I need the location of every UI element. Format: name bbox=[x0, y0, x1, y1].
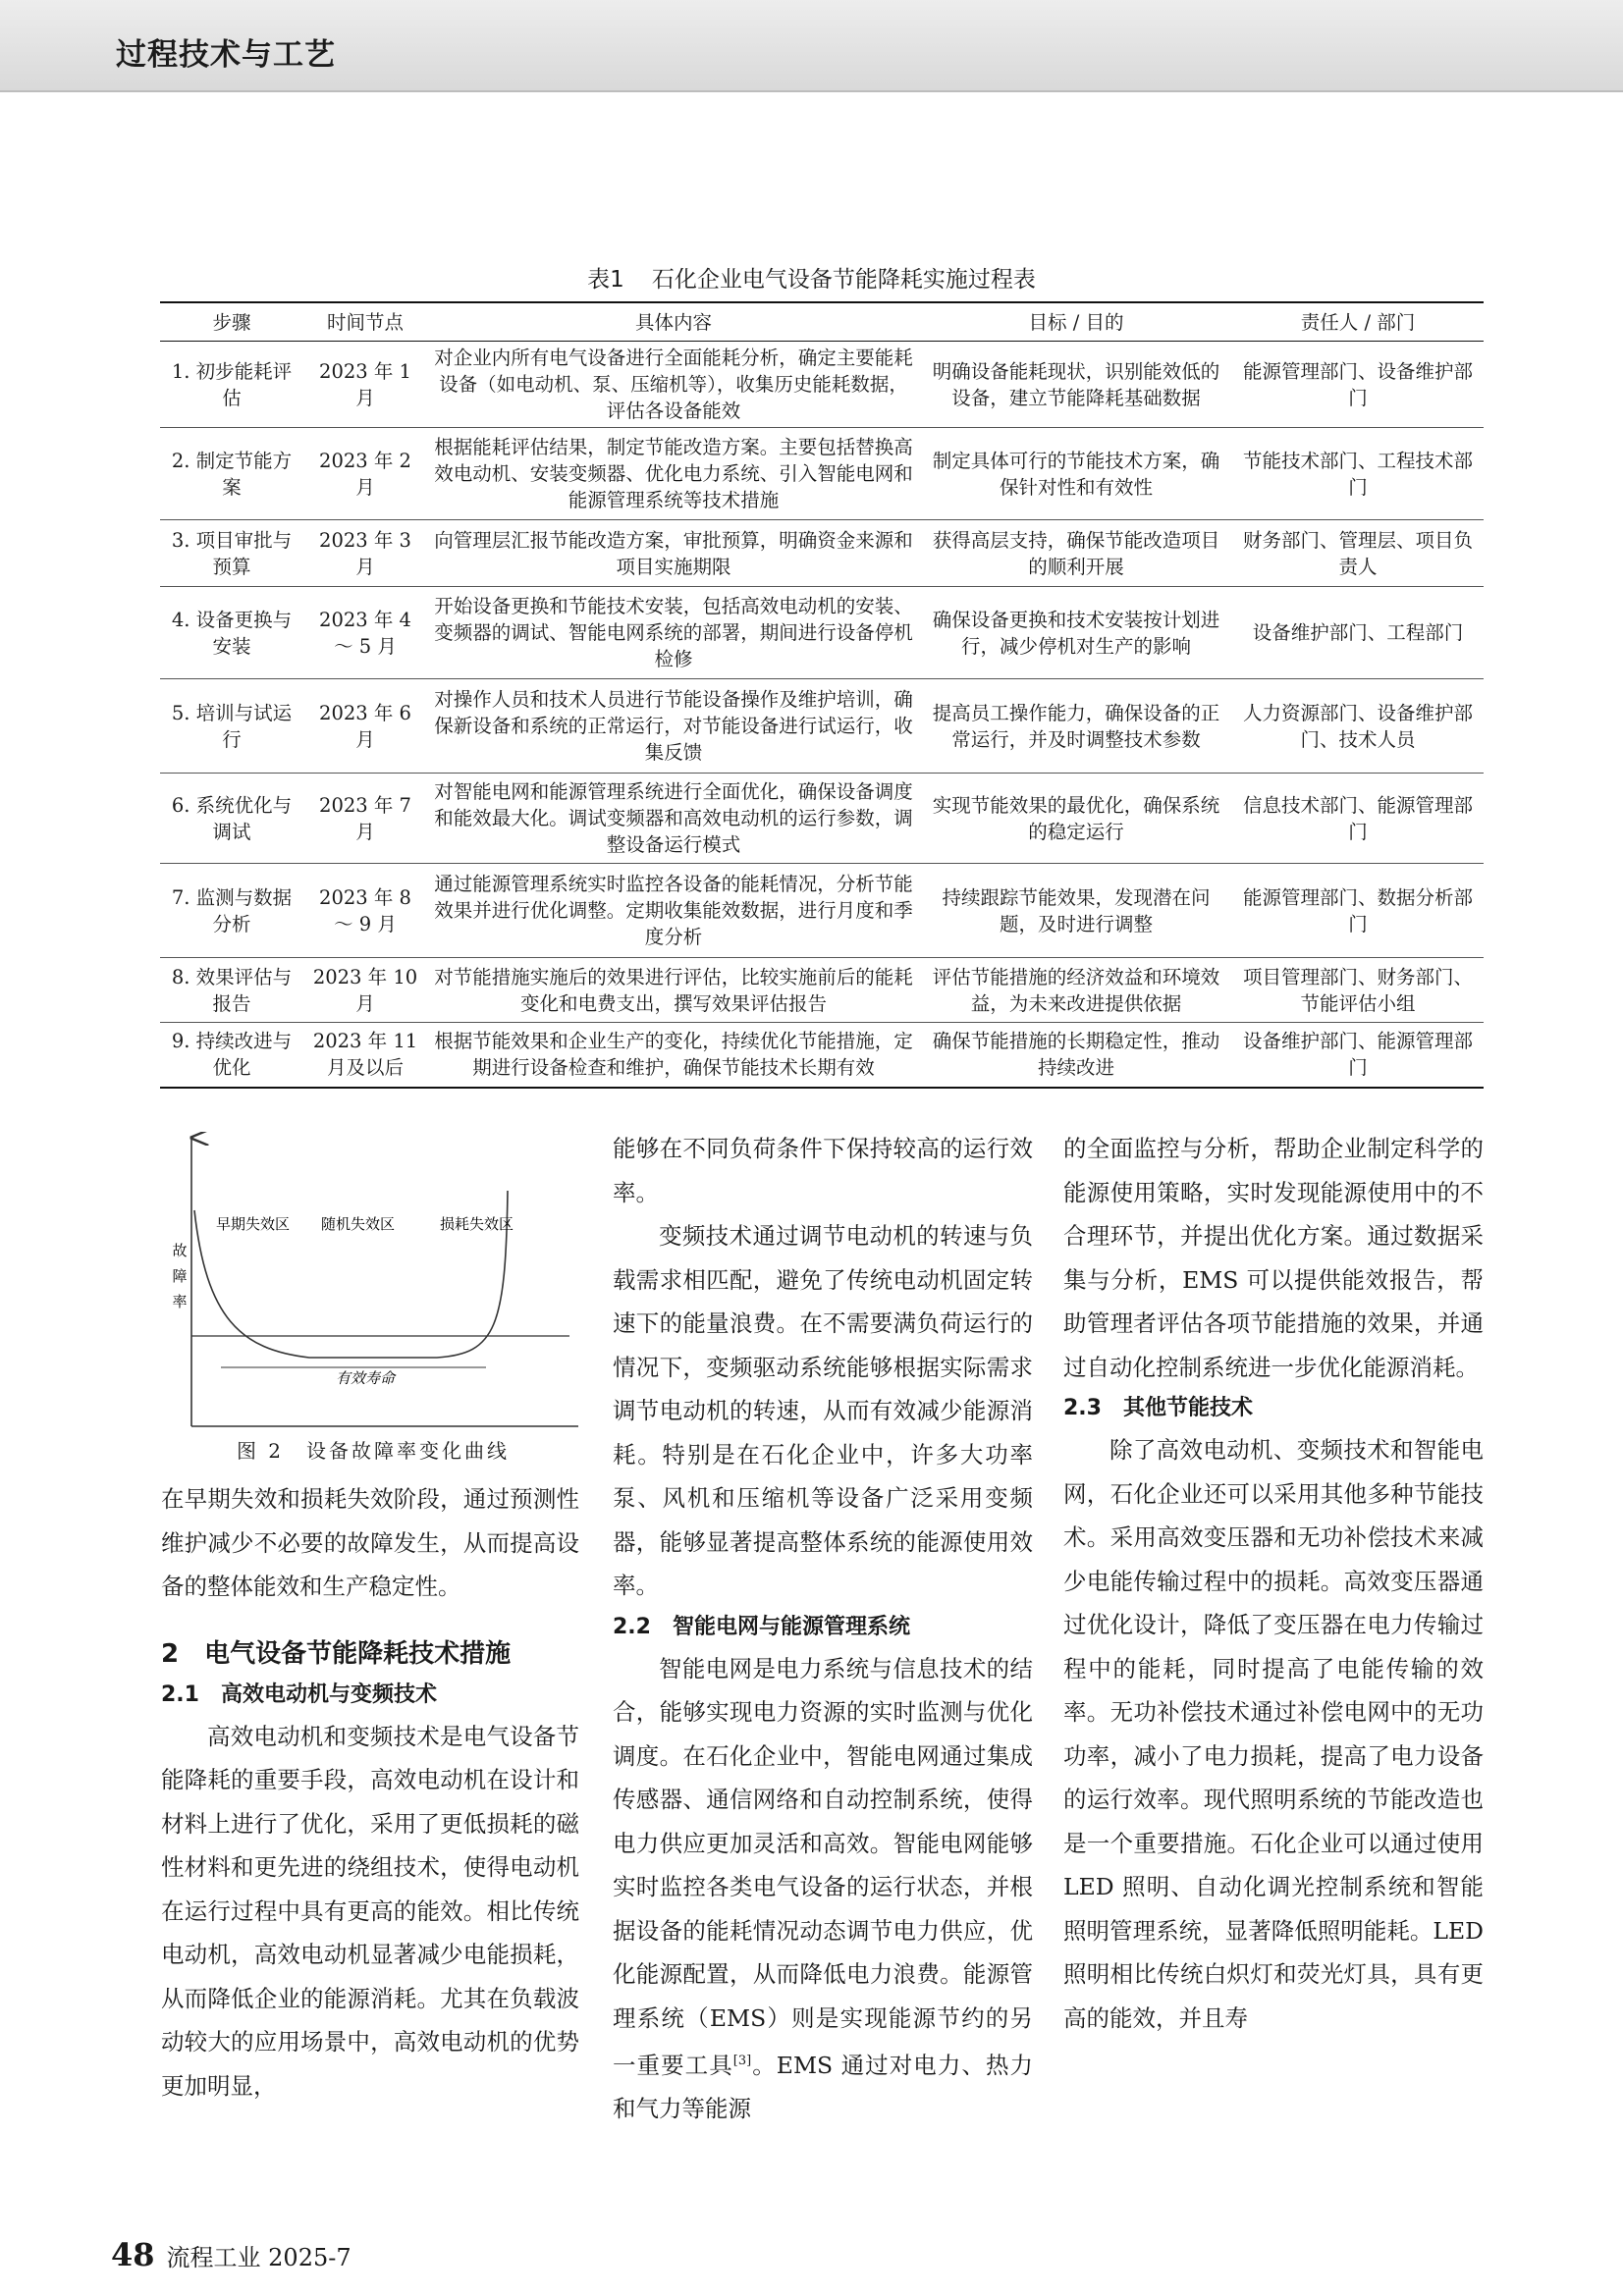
table-row bbox=[160, 1023, 1484, 1088]
cell-time: 2023 年 3 月 bbox=[303, 520, 427, 587]
paragraph: 能够在不同负荷条件下保持较高的运行效率。 bbox=[613, 1135, 1033, 1206]
cell-goal: 评估节能措施的经济效益和环境效益，为未来改进提供依据 bbox=[920, 958, 1232, 1023]
cell-content: 对操作人员和技术人员进行节能设备操作及维护培训，确保新设备和系统的正常运行，对节能设备进行试运行，收集反馈 bbox=[427, 679, 920, 774]
cell-content: 开始设备更换和节能技术安装，包括高效电动机的安装、变频器的调试、智能电网系统的部署，期间进行设备停机检修 bbox=[427, 587, 920, 679]
cell-time: 2023 年 6 月 bbox=[303, 679, 427, 774]
cell-step: 3. 项目审批与预算 bbox=[160, 520, 303, 587]
running-header bbox=[0, 0, 1623, 92]
cell-time: 2023 年 4 ～ 5 月 bbox=[303, 587, 427, 679]
y-axis-label-1: 故 bbox=[172, 1242, 188, 1259]
paragraph: 的全面监控与分析，帮助企业制定科学的能源使用策略，实时发现能源使用中的不合理环节，并提出优化方案。通过数据采集与分析，EMS 可以提供能效报告，帮助管理者评估各项节能措施的效果，并通过自动化控制系统进一步优化能源消耗。 bbox=[1063, 1135, 1484, 1381]
cell-time: 2023 年 8 ～ 9 月 bbox=[303, 864, 427, 958]
cell-goal: 获得高层支持，确保节能改造项目的顺利开展 bbox=[920, 520, 1232, 587]
table-row bbox=[160, 587, 1484, 679]
header-goal: 目标 / 目的 bbox=[920, 302, 1232, 342]
cell-time: 2023 年 11 月及以后 bbox=[303, 1023, 427, 1088]
cell-owner: 能源管理部门、数据分析部门 bbox=[1232, 864, 1484, 958]
cell-content: 根据节能效果和企业生产的变化，持续优化节能措施，定期进行设备检查和维护，确保节能技术长期有效 bbox=[427, 1023, 920, 1088]
page-footer bbox=[111, 2236, 352, 2273]
table-caption-text: 石化企业电气设备节能降耗实施过程表 bbox=[651, 267, 1036, 293]
page-number: 48 bbox=[111, 2236, 155, 2273]
cell-step: 8. 效果评估与报告 bbox=[160, 958, 303, 1023]
figure-caption: 图 2 设备故障率变化曲线 bbox=[236, 1439, 511, 1463]
zone-wear-label: 损耗失效区 bbox=[440, 1215, 514, 1233]
table-row bbox=[160, 520, 1484, 587]
section-2-1-heading: 2.1 高效电动机与变频技术 bbox=[161, 1682, 437, 1707]
failure-rate-curve-figure bbox=[162, 1132, 584, 1475]
cell-content: 向管理层汇报节能改造方案，审批预算，明确资金来源和项目实施期限 bbox=[427, 520, 920, 587]
cell-content: 通过能源管理系统实时监控各设备的能耗情况，分析节能效果并进行优化调整。定期收集能效数据，进行月度和季度分析 bbox=[427, 864, 920, 958]
table-row bbox=[160, 958, 1484, 1023]
header-step: 步骤 bbox=[160, 302, 303, 342]
header-title: 过程技术与工艺 bbox=[116, 37, 336, 73]
cell-time: 2023 年 2 月 bbox=[303, 428, 427, 520]
cell-step: 4. 设备更换与安装 bbox=[160, 587, 303, 679]
table-row bbox=[160, 428, 1484, 520]
header-content: 具体内容 bbox=[427, 302, 920, 342]
paragraph: 在早期失效和损耗失效阶段，通过预测性维护减少不必要的故障发生，从而提高设备的整体能效和生产稳定性。 bbox=[161, 1485, 579, 1600]
cell-goal: 持续跟踪节能效果，发现潜在问题，及时进行调整 bbox=[920, 864, 1232, 958]
cell-step: 1. 初步能耗评估 bbox=[171, 359, 293, 409]
cell-step: 5. 培训与试运行 bbox=[160, 679, 303, 774]
table-header-row bbox=[160, 302, 1484, 342]
cell-owner: 人力资源部门、设备维护部门、技术人员 bbox=[1232, 679, 1484, 774]
cell-step: 7. 监测与数据分析 bbox=[160, 864, 303, 958]
cell-owner: 信息技术部门、能源管理部门 bbox=[1232, 774, 1484, 864]
header-time: 时间节点 bbox=[303, 302, 427, 342]
cell-step: 2. 制定节能方案 bbox=[160, 428, 303, 520]
cell-goal: 明确设备能耗现状，识别能效低的设备，建立节能降耗基础数据 bbox=[932, 359, 1220, 409]
y-axis-label-3: 率 bbox=[172, 1293, 188, 1310]
y-axis-label-2: 障 bbox=[172, 1267, 188, 1285]
cell-owner: 财务部门、管理层、项目负责人 bbox=[1232, 520, 1484, 587]
implementation-table bbox=[160, 301, 1484, 1089]
table-row bbox=[160, 679, 1484, 774]
cell-goal: 提高员工操作能力，确保设备的正常运行，并及时调整技术参数 bbox=[920, 679, 1232, 774]
table-row bbox=[160, 342, 1484, 428]
section-2-heading: 2 电气设备节能降耗技术措施 bbox=[161, 1638, 512, 1669]
cell-time: 2023 年 1 月 bbox=[319, 359, 411, 409]
body-column-2 bbox=[613, 1127, 1033, 2131]
cell-content: 对节能措施实施后的效果进行评估，比较实施前后的能耗变化和电费支出，撰写效果评估报告 bbox=[427, 958, 920, 1023]
cell-owner: 设备维护部门、工程部门 bbox=[1232, 587, 1484, 679]
cell-step: 6. 系统优化与调试 bbox=[160, 774, 303, 864]
cell-content: 对智能电网和能源管理系统进行全面优化，确保设备调度和能效最大化。调试变频器和高效电动机的运行参数，调整设备运行模式 bbox=[427, 774, 920, 864]
cell-goal: 实现节能效果的最优化，确保系统的稳定运行 bbox=[920, 774, 1232, 864]
paragraph-text: 智能电网是电力系统与信息技术的结合，能够实现电力资源的实时监测与优化调度。在石化企业中，智能电网通过集成传感器、通信网络和自动控制系统，使得电力供应更加灵活和高效。智能电网能够实时监控各类电气设备的运行状态，并根据设备的能耗情况动态调节电力供应，优化能源配置，从而降低电力浪费。能源管理系统（EMS）则是实现能源节约的另一重要工具 bbox=[613, 1654, 1033, 2079]
paragraph: 变频技术通过调节电动机的转速与负载需求相匹配，避免了传统电动机固定转速下的能量浪费。在不需要满负荷运行的情况下，变频驱动系统能够根据实际需求调节电动机的转速，从而有效减少能源消耗。特别是在石化企业中，许多大功率泵、风机和压缩机等设备广泛采用变频器，能够显著提高整体系统的能源使用效率。 bbox=[613, 1222, 1033, 1599]
cell-goal: 制定具体可行的节能技术方案，确保针对性和有效性 bbox=[920, 428, 1232, 520]
cell-goal: 确保节能措施的长期稳定性，推动持续改进 bbox=[920, 1023, 1232, 1088]
cell-owner: 节能技术部门、工程技术部门 bbox=[1232, 428, 1484, 520]
cell-time: 2023 年 7 月 bbox=[303, 774, 427, 864]
effective-life-label: 有效寿命 bbox=[335, 1369, 396, 1387]
body-column-3 bbox=[1063, 1127, 1484, 2040]
cell-owner: 能源管理部门、设备维护部门 bbox=[1242, 359, 1473, 409]
paragraph-text: 。EMS 通过对电力、热力和气力等能源 bbox=[613, 2051, 1033, 2123]
cell-goal: 确保设备更换和技术安装按计划进行，减少停机对生产的影响 bbox=[920, 587, 1232, 679]
cell-content: 根据能耗评估结果，制定节能改造方案。主要包括替换高效电动机、安装变频器、优化电力系统、引入智能电网和能源管理系统等技术措施 bbox=[427, 428, 920, 520]
zone-random-label: 随机失效区 bbox=[321, 1215, 396, 1233]
section-2-3-heading: 2.3 其他节能技术 bbox=[1063, 1396, 1253, 1420]
body-column-1 bbox=[161, 1477, 579, 2108]
cell-owner: 项目管理部门、财务部门、节能评估小组 bbox=[1232, 958, 1484, 1023]
table-caption-number: 表1 bbox=[587, 267, 624, 293]
citation-ref: [3] bbox=[732, 2054, 752, 2068]
zone-early-label: 早期失效区 bbox=[216, 1215, 291, 1233]
paragraph bbox=[613, 1647, 1033, 2131]
cell-owner: 设备维护部门、能源管理部门 bbox=[1232, 1023, 1484, 1088]
table-caption bbox=[0, 261, 1623, 294]
section-2-2-heading: 2.2 智能电网与能源管理系统 bbox=[613, 1614, 910, 1639]
header-owner: 责任人 / 部门 bbox=[1232, 302, 1484, 342]
paragraph: 除了高效电动机、变频技术和智能电网，石化企业还可以采用其他多种节能技术。采用高效变压器和无功补偿技术来减少电能传输过程中的损耗。高效变压器通过优化设计，降低了变压器在电力传输过程中的能耗，同时提高了电能传输的效率。无功补偿技术通过补偿电网中的无功功率，减小了电力损耗，提高了电力设备的运行效率。现代照明系统的节能改造也是一个重要措施。石化企业可以通过使用 LED 照明、自动化调光控制系统和智能照明管理系统，显著降低照明能耗。LED 照明相比传统白炽灯和荧光灯具，具有更高的能效，并且寿 bbox=[1063, 1436, 1484, 2032]
cell-content: 对企业内所有电气设备进行全面能耗分析，确定主要能耗设备（如电动机、泵、压缩机等），收集历史能耗数据，评估各设备能效 bbox=[434, 347, 913, 422]
cell-time: 2023 年 10 月 bbox=[303, 958, 427, 1023]
cell-step: 9. 持续改进与优化 bbox=[160, 1023, 303, 1088]
table-row bbox=[160, 774, 1484, 864]
table-row bbox=[160, 864, 1484, 958]
journal-issue: 流程工业 2025-7 bbox=[166, 2244, 352, 2271]
paragraph: 高效电动机和变频技术是电气设备节能降耗的重要手段，高效电动机在设计和材料上进行了优化，采用了更低损耗的磁性材料和更先进的绕组技术，使得电动机在运行过程中具有更高的能效。相比传统电动机，高效电动机显著减少电能损耗，从而降低企业的能源消耗。尤其在负载波动较大的应用场景中，高效电动机的优势更加明显， bbox=[161, 1722, 579, 2100]
